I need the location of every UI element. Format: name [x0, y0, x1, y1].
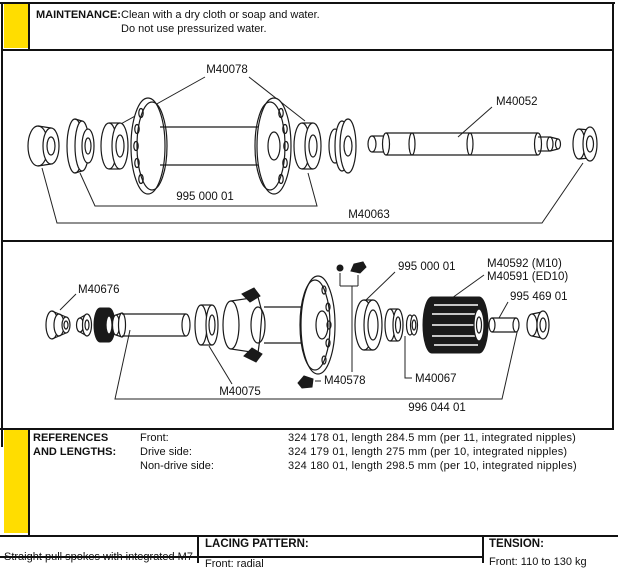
footer-divider-2	[482, 536, 484, 563]
rear-seal-ring-drawing	[355, 300, 382, 350]
front-washer-right-drawing	[329, 119, 356, 173]
rear-freehub-leader	[452, 275, 484, 298]
rear-freehub-m10-label: M40592 (M10)	[487, 258, 562, 270]
front-hub-shell-label: M40078	[206, 64, 248, 76]
rear-bearing-left-drawing	[195, 305, 218, 345]
rear-adjuster-leader	[60, 294, 76, 310]
rear-seal-leader	[366, 272, 395, 300]
rear-hub-diagram	[2, 242, 612, 428]
reference-row-value: 324 179 01, length 275 mm (per 10, integrated nipples)	[288, 446, 568, 458]
reference-row-label: Front:	[140, 432, 169, 444]
rear-washer-drawing	[407, 315, 418, 335]
rear-kit-label: 996 044 01	[408, 402, 466, 414]
rear-seal-label: 995 000 01	[398, 261, 456, 273]
rear-bearing-right-drawing	[385, 309, 403, 341]
footer-divider-1	[197, 536, 199, 563]
front-hub-diagram	[2, 51, 612, 240]
front-bearings-label: 995 000 01	[176, 191, 234, 203]
front-washer-left-drawing	[67, 119, 94, 173]
maintenance-line1: Clean with a dry cloth or soap and water.	[121, 9, 320, 21]
maintenance-yellow-tab	[4, 4, 28, 48]
rear-freehub-body-drawing	[423, 297, 488, 353]
page-right-border	[612, 2, 614, 430]
tension-value: Front: 110 to 130 kg	[489, 556, 587, 568]
maintenance-line2: Do not use pressurized water.	[121, 23, 267, 35]
footer-row-border	[0, 556, 482, 558]
rear-washer-leader	[405, 336, 412, 378]
front-endcap-bracket	[42, 163, 583, 223]
diagram-bottom-border	[0, 428, 614, 430]
rear-splined-ring-drawing	[94, 308, 115, 342]
tension-label: TENSION:	[489, 538, 544, 550]
rear-adjuster-label: M40676	[78, 284, 120, 296]
lacing-pattern-label: LACING PATTERN:	[205, 538, 309, 550]
references-tab-divider	[28, 430, 30, 535]
reference-row-value: 324 180 01, length 298.5 mm (per 10, integrated nipples)	[288, 460, 577, 472]
rear-axle-drawing	[113, 313, 191, 337]
front-bearing-left-drawing	[101, 123, 128, 169]
references-yellow-tab	[4, 430, 28, 533]
footer-top-border	[0, 535, 618, 537]
references-heading-line2: AND LENGTHS:	[33, 446, 117, 458]
front-bearing-right-drawing	[294, 123, 321, 169]
rear-axle-assembly-leader	[209, 346, 232, 384]
rear-axle-assembly-label: M40075	[219, 386, 261, 398]
page-top-border	[0, 2, 615, 4]
rear-end-cap-drawing	[527, 311, 549, 339]
rear-end-cap-label: 995 469 01	[510, 291, 568, 303]
rear-end-cap-leader	[499, 302, 508, 318]
maintenance-label: MAINTENANCE:	[36, 9, 121, 21]
lacing-pattern-value: Front: radial	[205, 558, 264, 570]
rear-adjuster-cap-drawing	[46, 311, 70, 339]
front-hub-shell-drawing	[131, 98, 291, 194]
rear-hub-shell-drawing	[264, 276, 335, 374]
reference-row-label: Non-drive side:	[140, 460, 214, 472]
front-end-cap-left-drawing	[28, 126, 59, 166]
front-end-caps-label: M40063	[348, 209, 390, 221]
rear-washer-label: M40067	[415, 373, 457, 385]
front-end-cap-right-drawing	[573, 127, 597, 161]
rear-pawl-carrier-drawing	[223, 288, 265, 362]
maintenance-tab-divider	[28, 4, 30, 50]
rear-axle-end-drawing	[489, 318, 519, 332]
reference-row-value: 324 178 01, length 284.5 mm (per 11, integrated nipples)	[288, 432, 577, 444]
rear-pawls-label: M40578	[324, 375, 366, 387]
rear-cone-drawing	[77, 314, 92, 336]
rear-freehub-ed10-label: M40591 (ED10)	[487, 271, 569, 283]
reference-row-label: Drive side:	[140, 446, 192, 458]
front-axle-drawing	[368, 133, 561, 155]
references-heading-line1: REFERENCES	[33, 432, 109, 444]
front-axle-label: M40052	[496, 96, 538, 108]
